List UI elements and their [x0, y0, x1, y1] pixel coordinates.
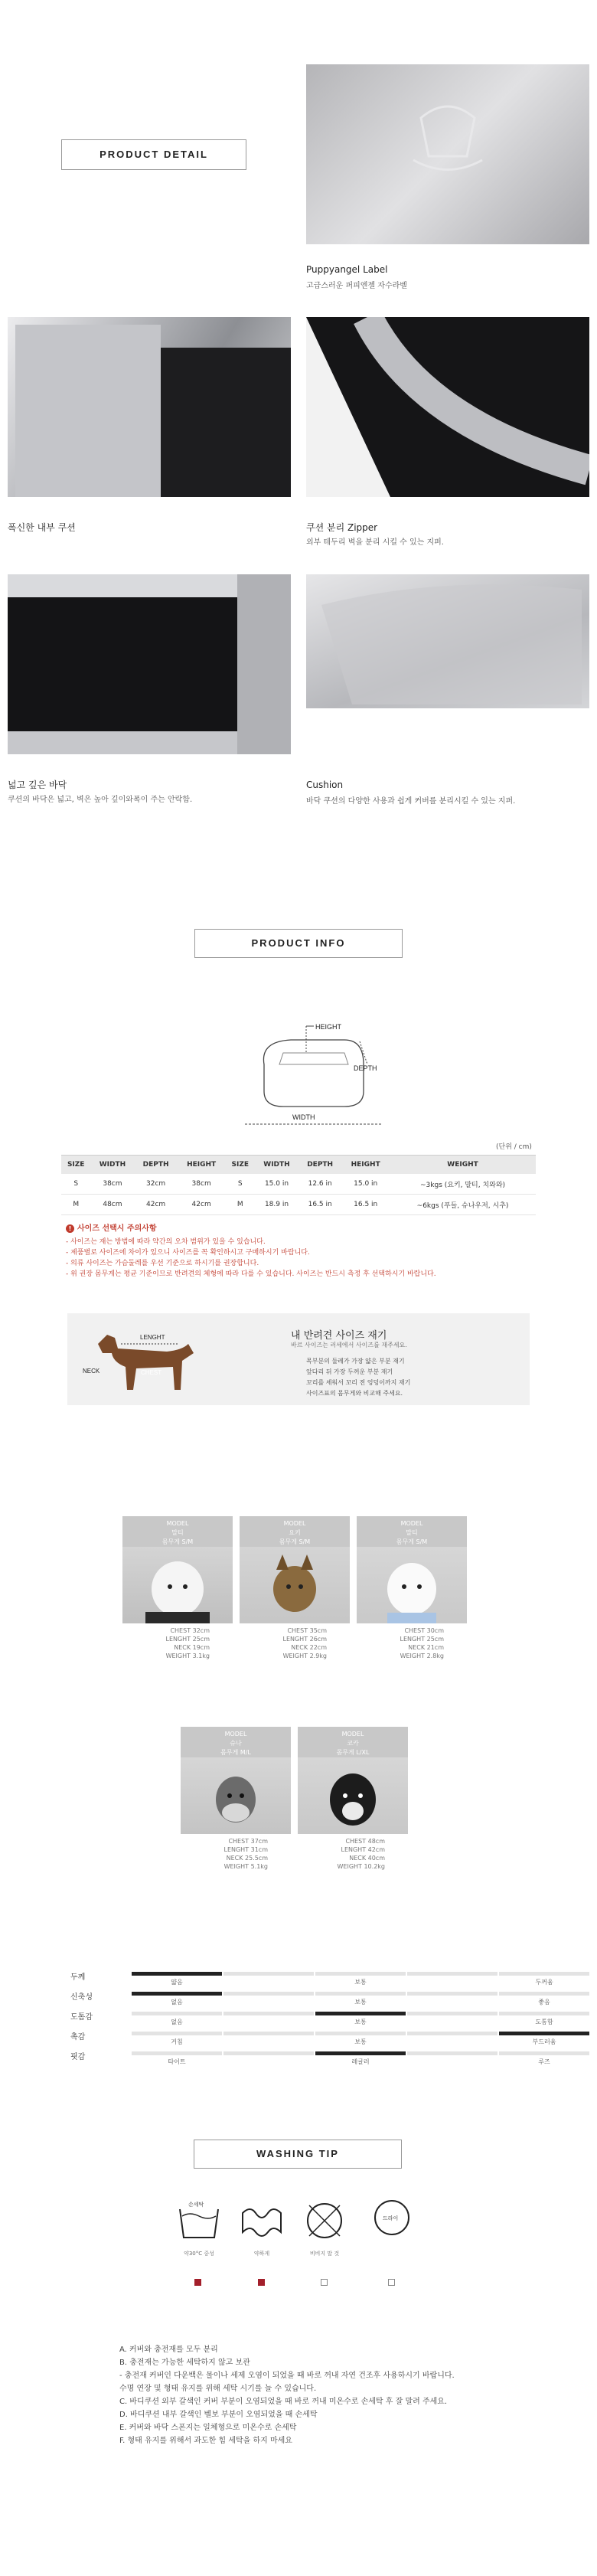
property-scale-label: 두꺼움: [535, 1979, 553, 1986]
model-stat: LENGHT 42cm: [341, 1846, 385, 1853]
note-line: - 위 권장 몸무게는 평균 기준이므로 반려견의 체형에 따라 다를 수 있습니다. 사이즈는 반드시 측정 후 선택하시기 바랍니다.: [66, 1270, 436, 1278]
model-stat: NECK 25.5cm: [226, 1855, 268, 1862]
cushion-photo: [306, 574, 589, 708]
size-table-cell: 48cm: [90, 1195, 134, 1215]
size-table-cell: M: [61, 1195, 90, 1215]
property-label: 신축성: [70, 1993, 93, 2002]
measure-subtitle: 바르 사이즈는 러세에서 사이즈를 재주세요.: [291, 1342, 407, 1348]
property-segment: [223, 2032, 314, 2035]
property-row: [70, 2051, 591, 2071]
measure-title: 내 반려견 사이즈 재기: [291, 1330, 387, 1342]
size-table-cell: 16.5 in: [298, 1195, 341, 1215]
note-line: - 사이즈는 재는 방법에 따라 약간의 오차 범위가 있을 수 있습니다.: [66, 1238, 266, 1246]
dry-clean-label: 드라이: [383, 2215, 399, 2221]
caption-desc: 외부 테두리 벽을 분리 시킬 수 있는 지퍼.: [306, 538, 444, 547]
model-info: 몸무게 M/L: [220, 1749, 251, 1756]
washing-instructions: [119, 2343, 533, 2447]
notes-title-text: 사이즈 선택시 주의사항: [77, 1224, 157, 1233]
notes-list: [66, 1237, 533, 1280]
no-bleach-icon: [302, 2198, 347, 2244]
caption-desc: 고급스러운 퍼피엔젤 자수라벨: [306, 282, 407, 290]
wash-line: E. 커버와 바닥 스폰지는 일체형으로 미온수로 손세탁: [119, 2424, 297, 2432]
size-table-cell: 12.6 in: [298, 1174, 341, 1195]
caption-desc: 바닥 쿠션의 다양한 사용과 쉽게 커버를 분리시킬 수 있는 지퍼.: [306, 797, 516, 806]
model-breed: 말티: [406, 1529, 418, 1536]
note-line: - 제품별로 사이즈에 차이가 있으니 사이즈를 꼭 확인하시고 구매하시기 바랍니다.: [66, 1249, 310, 1257]
property-segment: [499, 2012, 589, 2015]
caption-desc: 쿠션의 바닥은 넓고, 벽은 높아 깊이와폭이 주는 안락함.: [8, 796, 193, 804]
property-segment: [407, 2032, 497, 2035]
hand-wash-label: 손세탁: [188, 2202, 204, 2208]
size-table-cell: 32cm: [134, 1174, 177, 1195]
size-table-header: DEPTH: [298, 1156, 341, 1175]
model-stat: CHEST 35cm: [287, 1627, 327, 1634]
model-card: [357, 1516, 467, 1660]
size-table-cell: 38cm: [178, 1174, 226, 1195]
width-label: WIDTH: [292, 1113, 315, 1121]
washing-tip-title: WASHING TIP: [194, 2140, 402, 2169]
caption-title: Puppyangel Label: [306, 264, 388, 275]
size-table-cell: 15.0 in: [255, 1174, 298, 1195]
no-twist-check: [258, 2279, 265, 2286]
property-scale-label: 없음: [171, 1999, 183, 2006]
model-breed: 요키: [289, 1529, 301, 1536]
model-stat: LENGHT 25cm: [165, 1636, 210, 1643]
wash-line: B. 충전재는 가능한 세탁하지 않고 보관: [119, 2359, 250, 2367]
no-bleach-sub: 비비지 말 것: [309, 2251, 340, 2257]
hand-wash-sub: 약30°C 중성: [184, 2251, 214, 2257]
size-table-header: HEIGHT: [178, 1156, 226, 1175]
model-stat: NECK 19cm: [174, 1644, 210, 1651]
size-table-cell: 42cm: [178, 1195, 226, 1215]
no-bleach-check: [321, 2279, 328, 2286]
model-stat: LENGHT 26cm: [282, 1636, 327, 1643]
property-segment: [499, 1992, 589, 1996]
wash-line: A. 커버와 충전재를 모두 분리: [119, 2346, 218, 2354]
model-card: [122, 1516, 233, 1660]
size-table-cell: ~6kgs (푸들, 슈나우저, 시추): [390, 1195, 536, 1215]
model-stat: NECK 21cm: [408, 1644, 444, 1651]
depth-label: DEPTH: [354, 1064, 377, 1072]
wash-line: - 충전재 커버인 다운백은 물이나 세제 오염이 되었을 때 바로 꺼내 자연 건조후 사용하시기 바랍니다.: [119, 2372, 455, 2380]
bed-dimension-diagram: [230, 1018, 406, 1133]
property-segment: [132, 2012, 222, 2015]
measure-step: 사이즈표의 몸무게와 비교해 주세요.: [306, 1390, 403, 1397]
property-segment: [499, 2032, 589, 2035]
property-scale-label: 레귤러: [351, 2058, 370, 2065]
length-label: LENGHT: [140, 1334, 165, 1341]
model-stat: WEIGHT 2.8kg: [400, 1652, 444, 1659]
table-row: [61, 1174, 536, 1195]
property-scale-label: 보통: [354, 1999, 367, 2006]
note-line: - 의류 사이즈는 가슴둘레를 우선 기준으로 하시기를 권장합니다.: [66, 1260, 259, 1267]
model-card: [181, 1727, 291, 1871]
property-segment: [315, 1972, 406, 1976]
crown-emblem-icon: [306, 64, 589, 244]
size-table-header: WIDTH: [90, 1156, 134, 1175]
size-table-header: HEIGHT: [341, 1156, 390, 1175]
deep-floor-photo: [8, 574, 291, 754]
property-segment: [132, 2032, 222, 2035]
property-segment: [407, 2051, 497, 2055]
property-scale-label: 보통: [354, 2038, 367, 2045]
caption-title: 폭신한 내부 쿠션: [8, 522, 76, 533]
property-scale-label: 거침: [171, 2038, 183, 2045]
no-twist-icon: [239, 2198, 285, 2244]
property-scale-label: 부드러움: [532, 2038, 556, 2045]
property-segment: [407, 2012, 497, 2015]
size-table-cell: 38cm: [90, 1174, 134, 1195]
measure-steps: [306, 1356, 410, 1399]
property-scale-label: 타이트: [168, 2058, 186, 2065]
model-name: MODEL: [283, 1520, 306, 1527]
size-table-header: WEIGHT: [390, 1156, 536, 1175]
property-segment: [223, 1972, 314, 1976]
wash-line: D. 바디쿠션 내부 갈색인 벨보 부분이 오염되었을 때 손세탁: [119, 2411, 318, 2419]
measure-guide: [67, 1313, 530, 1405]
property-label: 촉감: [70, 2033, 86, 2042]
model-stat: NECK 22cm: [291, 1644, 327, 1651]
property-segment: [223, 2012, 314, 2015]
wash-line: 수명 연장 및 형태 유지를 위해 세탁 시기를 늘 수 있습니다.: [119, 2385, 317, 2393]
model-stat: WEIGHT 2.9kg: [282, 1652, 327, 1659]
size-table-cell: S: [226, 1174, 255, 1195]
model-card: [298, 1727, 408, 1871]
property-segment: [315, 2051, 406, 2055]
size-table-header: SIZE: [226, 1156, 255, 1175]
model-stat: LENGHT 25cm: [400, 1636, 444, 1643]
wash-line: F. 형태 유지를 위해서 과도한 힘 세탁을 하지 마세요: [119, 2437, 292, 2445]
property-segment: [315, 1992, 406, 1996]
model-info: 몸무게 L/XL: [336, 1749, 370, 1756]
chest-label: CHEST: [141, 1369, 162, 1376]
model-info: 몸무게 S/M: [279, 1538, 311, 1545]
property-label: 도톰감: [70, 2013, 93, 2022]
model-stat: NECK 40cm: [349, 1855, 385, 1862]
neck-label: NECK: [83, 1368, 100, 1375]
property-scale-label: 보통: [354, 1979, 367, 1986]
property-segment: [407, 1992, 497, 1996]
model-stat: WEIGHT 3.1kg: [165, 1652, 210, 1659]
property-scale-label: 루즈: [538, 2058, 550, 2065]
property-row: [70, 2032, 591, 2051]
measure-step: 앞다리 뒤 가장 두꺼운 부분 재기: [306, 1368, 393, 1375]
property-scale-label: 보통: [354, 2019, 367, 2025]
model-breed: 코카: [347, 1740, 359, 1747]
unit-label: (단위 / cm): [496, 1143, 532, 1151]
size-table: [61, 1155, 536, 1215]
model-stat: LENGHT 31cm: [223, 1846, 268, 1853]
property-scale-label: 좋음: [538, 1999, 550, 2006]
no-twist-sub: 약하게: [253, 2251, 270, 2257]
wash-line: C. 바디쿠션 외부 갈색인 커버 부분이 오염되었을 때 바로 꺼내 미온수로 손세탁 후 잘 말려 주세요.: [119, 2398, 448, 2406]
property-segment: [223, 2051, 314, 2055]
table-row: [61, 1195, 536, 1215]
washing-icons: [168, 2198, 429, 2297]
property-row: [70, 1972, 591, 1992]
size-table-cell: 16.5 in: [341, 1195, 390, 1215]
hand-wash-check: [194, 2279, 201, 2286]
property-scale-label: 얇음: [171, 1979, 183, 1986]
height-label: HEIGHT: [315, 1023, 342, 1031]
property-segment: [132, 1972, 222, 1976]
model-stat: WEIGHT 10.2kg: [337, 1863, 385, 1870]
label-photo: [306, 64, 589, 244]
caption-title: 쿠션 분리 Zipper: [306, 522, 378, 533]
size-table-cell: ~3kgs (요키, 말티, 치와와): [390, 1174, 536, 1195]
model-breed: 슈나: [230, 1740, 242, 1747]
size-table-header: WIDTH: [255, 1156, 298, 1175]
alert-icon: !: [66, 1224, 74, 1233]
measure-step: 꼬리를 세워서 꼬리 전 엉덩이까지 재기: [306, 1379, 411, 1386]
product-info-title: PRODUCT INFO: [194, 929, 403, 958]
property-label: 두께: [70, 1973, 86, 1982]
property-segment: [223, 1992, 314, 1996]
caption-title: Cushion: [306, 780, 344, 790]
size-table-cell: S: [61, 1174, 90, 1195]
property-label: 핏감: [70, 2053, 86, 2061]
notes-title: [66, 1221, 157, 1233]
size-table-cell: M: [226, 1195, 255, 1215]
size-table-header: SIZE: [61, 1156, 90, 1175]
property-segment: [407, 1972, 497, 1976]
property-scale-label: 없음: [171, 2019, 183, 2025]
model-breed: 말티: [171, 1529, 184, 1536]
inner-cushion-photo: [8, 317, 291, 497]
property-segment: [132, 2051, 222, 2055]
size-table-cell: 18.9 in: [255, 1195, 298, 1215]
property-scale-label: 도톰함: [535, 2019, 553, 2025]
property-segment: [315, 2012, 406, 2015]
property-segment: [499, 2051, 589, 2055]
dry-clean-check: [388, 2279, 395, 2286]
caption-title: 넓고 깊은 바닥: [8, 780, 67, 790]
size-table-cell: 15.0 in: [341, 1174, 390, 1195]
model-name: MODEL: [166, 1520, 189, 1527]
model-info: 몸무게 S/M: [396, 1538, 428, 1545]
property-row: [70, 1992, 591, 2012]
product-detail-title: PRODUCT DETAIL: [61, 139, 246, 170]
model-stat: CHEST 37cm: [228, 1838, 268, 1845]
property-row: [70, 2012, 591, 2032]
model-stat: WEIGHT 5.1kg: [223, 1863, 268, 1870]
measure-step: 목부분의 둘레가 가장 얇은 부분 재기: [306, 1358, 405, 1365]
model-stat: CHEST 32cm: [170, 1627, 210, 1634]
model-stat: CHEST 48cm: [345, 1838, 385, 1845]
property-segment: [315, 2032, 406, 2035]
model-stat: CHEST 30cm: [404, 1627, 444, 1634]
model-card: [240, 1516, 350, 1660]
property-segment: [132, 1992, 222, 1996]
size-table-header: DEPTH: [134, 1156, 177, 1175]
size-table-cell: 42cm: [134, 1195, 177, 1215]
model-info: 몸무게 S/M: [161, 1538, 194, 1545]
model-name: MODEL: [341, 1731, 364, 1737]
property-segment: [499, 1972, 589, 1976]
zipper-photo: [306, 317, 589, 497]
model-name: MODEL: [400, 1520, 423, 1527]
dog-silhouette-icon: [67, 1313, 220, 1405]
model-name: MODEL: [224, 1731, 247, 1737]
